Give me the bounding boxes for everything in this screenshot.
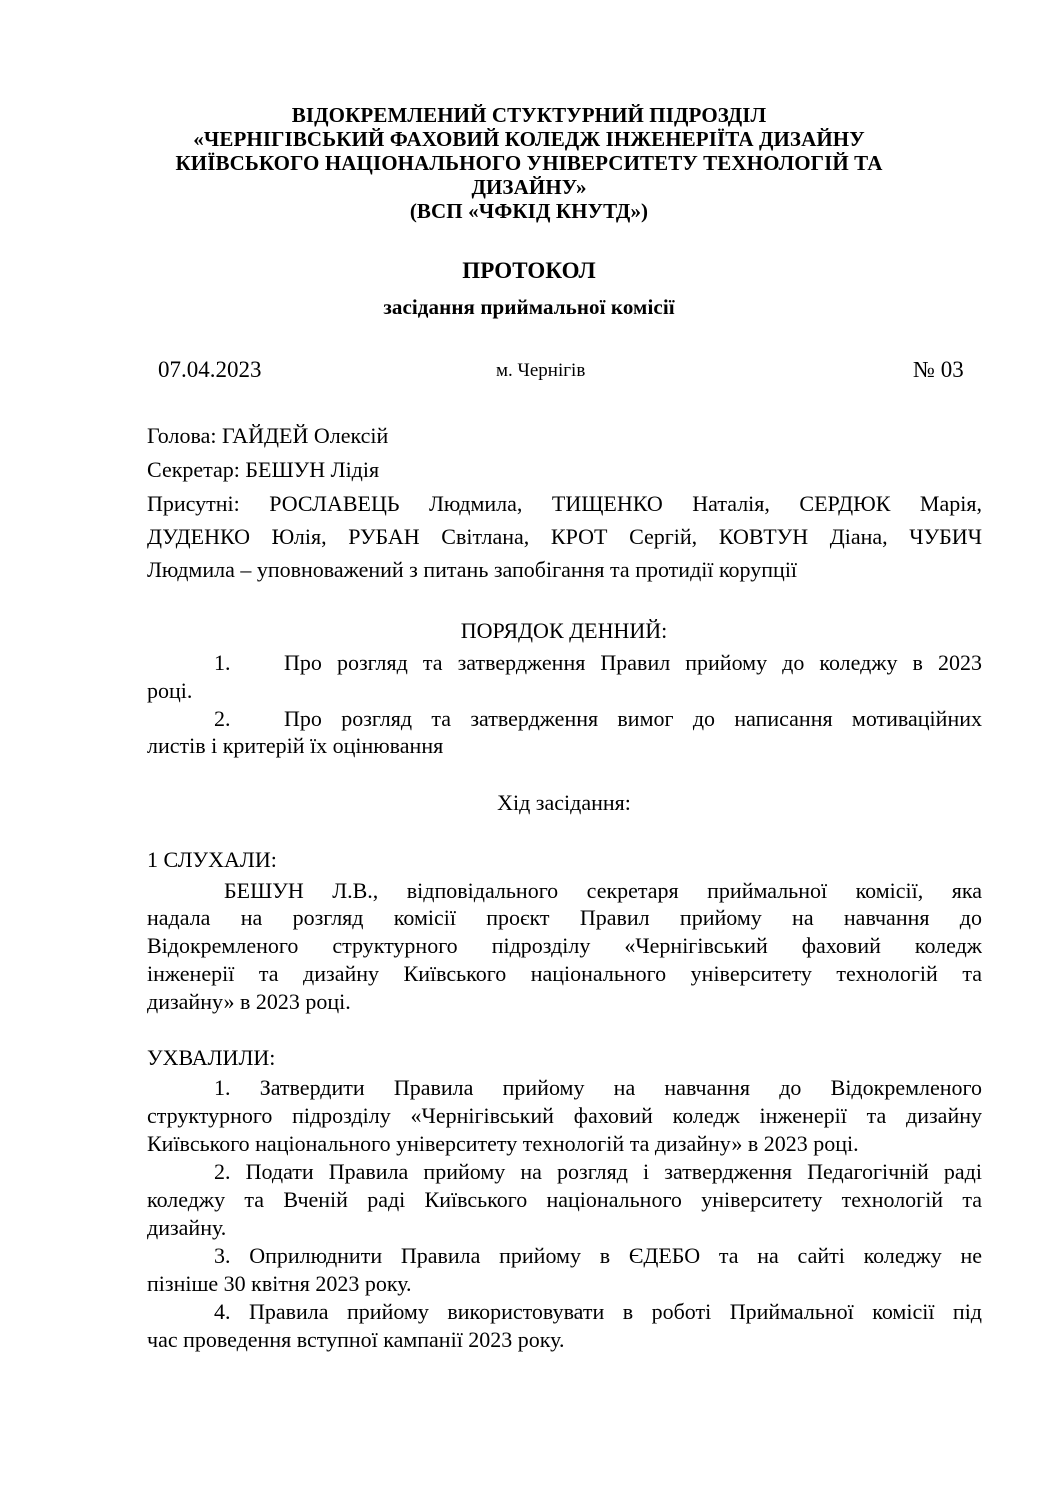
protocol-date: 07.04.2023 [158,357,262,382]
agenda-item-2-number: 2. [214,706,231,731]
proceedings-heading: Хід засідання: [497,790,631,815]
decision-2-line-3: дизайну. [147,1215,227,1240]
header-line-3: КИЇВСЬКОГО НАЦІОНАЛЬНОГО УНІВЕРСИТЕТУ ТЕХНОЛОГІЙ ТА [175,151,883,175]
header-line-1: ВІДОКРЕМЛЕНИЙ СТУКТУРНИЙ ПІДРОЗДІЛ [291,103,767,127]
heard-label: 1 СЛУХАЛИ: [147,847,277,872]
agenda-item-1-number: 1. [214,650,231,675]
decision-3-line-1: 3. Оприлюднити Правила прийому в ЄДЕБО та на сайті коледжу не [214,1243,982,1268]
decided-label: УХВАЛИЛИ: [147,1045,276,1070]
present-line-2: ДУДЕНКО Юлія, РУБАН Світлана, КРОТ Сергій, КОВТУН Діана, ЧУБИЧ [147,524,982,549]
heard-line-3: Відокремленого структурного підрозділу «Чернігівський фаховий коледж [147,933,982,958]
decision-4-line-2: час проведення вступної кампанії 2023 року. [147,1327,565,1352]
chair-line: Голова: ГАЙДЕЙ Олексій [147,423,389,448]
header-line-5: (ВСП «ЧФКІД КНУТД») [409,199,649,223]
secretary-line: Секретар: БЕШУН Лідія [147,457,380,482]
document-subtitle: засідання приймальної комісії [383,295,675,319]
protocol-city: м. Чернігів [496,360,586,381]
heard-line-2: надала на розгляд комісії проєкт Правил прийому на навчання до [147,905,982,930]
header-line-2: «ЧЕРНІГІВСЬКИЙ ФАХОВИЙ КОЛЕДЖ ІНЖЕНЕРІЇТА ДИЗАЙНУ [193,127,865,151]
header-line-4: ДИЗАЙНУ» [471,175,587,199]
heard-line-5: дизайну» в 2023 році. [147,989,351,1014]
decision-2-line-2: коледжу та Вченій раді Київського національного університету технологій та [147,1187,982,1212]
decision-1-line-3: Київського національного університету технологій та дизайну» в 2023 році. [147,1131,859,1156]
decision-2-line-1: 2. Подати Правила прийому на розгляд і затвердження Педагогічній раді [214,1159,982,1184]
decision-1-line-2: структурного підрозділу «Чернігівський фаховий коледж інженерії та дизайну [147,1103,982,1128]
document-title: ПРОТОКОЛ [462,258,596,283]
present-line-1: Присутні: РОСЛАВЕЦЬ Людмила, ТИЩЕНКО Наталія, СЕРДЮК Марія, [147,491,982,516]
agenda-item-2-text: Про розгляд та затвердження вимог до написання мотиваційних [284,706,982,731]
agenda-heading: ПОРЯДОК ДЕННИЙ: [460,618,668,643]
heard-line-4: інженерії та дизайну Київського національного університету технологій та [147,961,982,986]
decision-1-line-1: 1. Затвердити Правила прийому на навчання до Відокремленого [214,1075,982,1100]
agenda-item-2-cont: листів і критерій їх оцінювання [147,733,444,758]
decision-3-line-2: пізніше 30 квітня 2023 року. [147,1271,412,1296]
agenda-item-1-text: Про розгляд та затвердження Правил прийому до коледжу в 2023 [284,650,982,675]
heard-line-1: БЕШУН Л.В., відповідального секретаря приймальної комісії, яка [224,878,982,903]
decision-4-line-1: 4. Правила прийому використовувати в роботі Приймальної комісії під [214,1299,982,1324]
protocol-number: № 03 [913,357,964,382]
present-line-3: Людмила – уповноважений з питань запобігання та протидії корупції [147,557,798,582]
agenda-item-1-cont: році. [147,678,193,703]
